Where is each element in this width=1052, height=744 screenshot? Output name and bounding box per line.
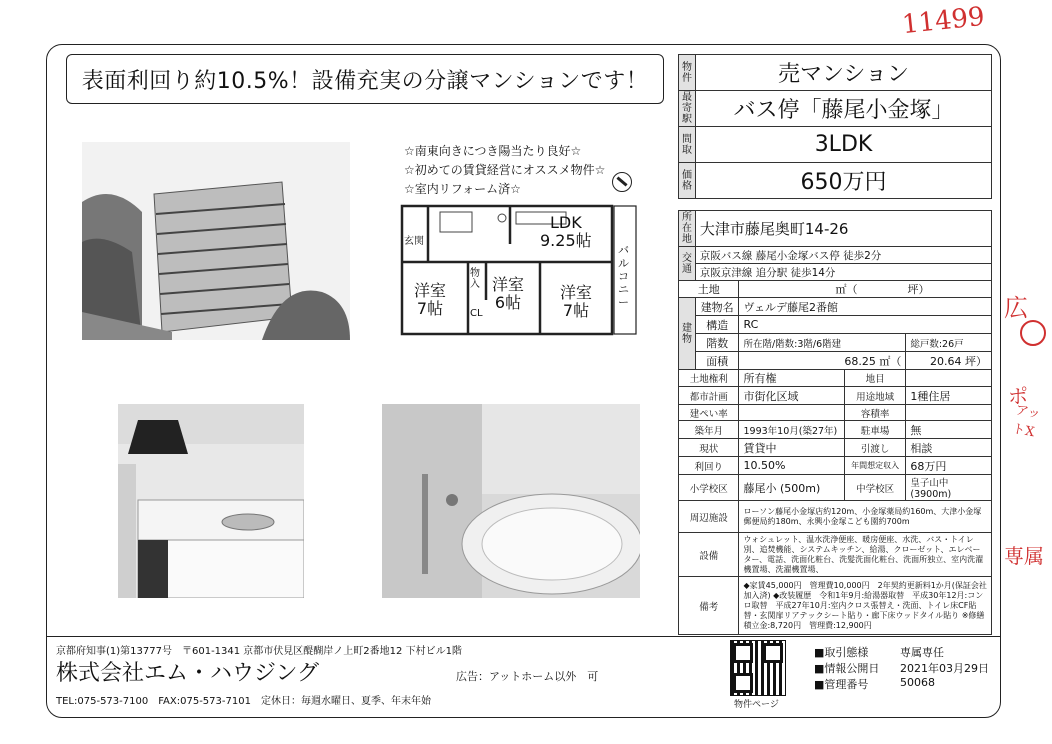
feature-item: ☆室内リフォーム済☆ xyxy=(404,182,521,196)
land-rights-value: 所有権 xyxy=(739,370,844,387)
kenpei-label: 建ぺい率 xyxy=(679,405,739,421)
handover-value: 相談 xyxy=(906,439,992,457)
handwritten-athome-mark: アットX xyxy=(1010,402,1042,441)
zoning-value: 1種住居 xyxy=(906,387,992,405)
layout-value: 3LDK xyxy=(696,127,992,163)
nearby-value: ローソン藤尾小金塚店約120m、小金塚薬局約160m、大津小金塚郵便局約180m、永興小金塚こども園約700m xyxy=(739,501,992,533)
land-rights-label: 土地権利 xyxy=(679,370,739,387)
compass-icon xyxy=(612,172,632,192)
area-label: 面積 xyxy=(695,352,739,370)
city-plan-value: 市街化区域 xyxy=(739,387,844,405)
details-table xyxy=(678,210,992,635)
ldk-label: LDK 9.25帖 xyxy=(540,213,592,250)
company-license: 京都府知事(1)第13777号 〒601-1341 京都市伏見区醍醐岸ノ上町2番地12 下村ビル1階 xyxy=(56,646,462,657)
company-name: 株式会社エム・ハウジング xyxy=(56,661,320,686)
transaction-mode-value: 専属専任 xyxy=(900,646,944,659)
floors-value: 所在階/階数:3階/6階建 xyxy=(739,334,906,352)
elementary-value: 藤尾小 (500m) xyxy=(739,475,844,501)
yield-label: 利回り xyxy=(679,457,739,475)
storage-label: 物入 xyxy=(470,268,480,290)
company-contact: TEL:075-573-7100 FAX:075-573-7101 定休日：毎週水曜日、夏季、年末年始 xyxy=(56,696,431,707)
kenpei-value xyxy=(739,405,844,421)
genkan-label: 玄関 xyxy=(404,236,424,247)
chimoku-value xyxy=(906,370,992,387)
notes-value: ◆家賃45,000円 管理費10,000円 2年契約更新料1か月(保証会社加入済) ◆改装履歴 令和1年9月:給湯器取替 平成30年12月:コンロ取替 平成27年10月:室内クロス張替え・洗面、トイレ床CF貼替・玄関扉リアテックシート貼り・廊下床ウッドタイル貼り ※修繕積立金:8,720円 管理費:12,900円 xyxy=(739,577,992,635)
junior-high-label: 中学校区 xyxy=(844,475,906,501)
qr-caption: 物件ページ xyxy=(734,700,779,710)
structure-value: RC xyxy=(739,316,992,334)
feature-list xyxy=(404,142,605,199)
building-name-label: 建物名 xyxy=(695,298,739,316)
building-photo xyxy=(82,142,350,340)
address-value: 大津市藤尾奥町14-26 xyxy=(695,211,991,247)
cl-label: CL xyxy=(470,308,483,319)
handwritten-id: 11499 xyxy=(900,1,987,41)
yield-value: 10.50% xyxy=(739,457,844,475)
status-label: 現状 xyxy=(679,439,739,457)
junior-high-value: 皇子山中 (3900m) xyxy=(906,475,992,501)
address-label: 所在地 xyxy=(679,211,696,247)
feature-item: ☆初めての賃貸経営にオススメ物件☆ xyxy=(404,163,606,177)
publish-date-value: 2021年03月29日 xyxy=(900,662,989,675)
transport-label: 交通 xyxy=(679,247,696,281)
property-type: 売マンション xyxy=(696,55,992,91)
zoning-label: 用途地域 xyxy=(844,387,906,405)
building-label: 建物 xyxy=(679,298,696,370)
management-id-label: ■管理番号 xyxy=(814,678,869,691)
income-label: 年間想定収入 xyxy=(844,457,906,475)
equipment-value: ウォシュレット、温水洗浄便座、暖房便座、水洗、バス・トイレ別、追焚機能、システムキッチン、給湯、クローゼット、エレベーター、電話、洗面化粧台、洗髪洗面化粧台、洗面所独立、室内洗濯機置場、洗濯機置場、 xyxy=(739,533,992,577)
income-value: 68万円 xyxy=(906,457,992,475)
city-plan-label: 都市計画 xyxy=(679,387,739,405)
feature-item: ☆南東向きにつき陽当たり良好☆ xyxy=(404,144,582,158)
land-label: 土地 xyxy=(679,281,739,298)
station-label: 最寄駅 xyxy=(679,91,696,127)
type-label: 物件 xyxy=(679,55,696,91)
ad-permission: 広告：アットホーム以外 可 xyxy=(456,670,599,683)
area-tsubo: 20.64 坪） xyxy=(906,352,992,370)
room3-label: 洋室 7帖 xyxy=(560,283,593,320)
parking-label: 駐車場 xyxy=(844,421,906,439)
handwritten-circle-icon xyxy=(1020,320,1046,346)
publish-date-label: ■情報公開日 xyxy=(814,662,880,675)
transport-line-1: 京阪バス線 藤尾小金塚バス停 徒歩2分 xyxy=(695,247,991,264)
room2-label: 洋室 6帖 xyxy=(492,275,525,312)
headline: 表面利回り約10.5%！設備充実の分譲マンションです！ xyxy=(66,54,664,104)
handwritten-po-mark: ポ xyxy=(1008,384,1028,408)
units-value: 総戸数:26戸 xyxy=(906,334,992,352)
equipment-label: 設備 xyxy=(679,533,739,577)
parking-value: 無 xyxy=(906,421,992,439)
land-area: ㎡（ 坪） xyxy=(739,281,992,298)
status-value: 賃貸中 xyxy=(739,439,844,457)
area-sqm: 68.25 ㎡（ xyxy=(739,352,906,370)
handover-label: 引渡し xyxy=(844,439,906,457)
nearby-label: 周辺施設 xyxy=(679,501,739,533)
balcony-label: バルコニー xyxy=(618,244,629,309)
transport-line-2: 京阪京津線 追分駅 徒歩14分 xyxy=(695,264,991,281)
kitchen-photo xyxy=(118,404,304,598)
bathroom-photo xyxy=(382,404,640,598)
elementary-label: 小学校区 xyxy=(679,475,739,501)
yoseki-value xyxy=(906,405,992,421)
yoseki-label: 容積率 xyxy=(844,405,906,421)
price-label: 価格 xyxy=(679,163,696,199)
structure-label: 構造 xyxy=(695,316,739,334)
transaction-mode-label: ■取引態様 xyxy=(814,646,869,659)
footer-divider xyxy=(46,636,1001,637)
handwritten-exclusive-mark: 専属 xyxy=(1004,544,1044,568)
built-value: 1993年10月(築27年) xyxy=(739,421,844,439)
chimoku-label: 地目 xyxy=(844,370,906,387)
handwritten-ad-mark: 広 xyxy=(1004,294,1028,322)
room1-label: 洋室 7帖 xyxy=(414,281,447,318)
notes-label: 備考 xyxy=(679,577,739,635)
floors-label: 階数 xyxy=(695,334,739,352)
built-label: 築年月 xyxy=(679,421,739,439)
qr-code-icon[interactable] xyxy=(730,640,786,696)
nearest-station: バス停「藤尾小金塚」 xyxy=(696,91,992,127)
price-value: 650万円 xyxy=(696,163,992,199)
floor-plan xyxy=(400,204,640,340)
summary-table xyxy=(678,54,992,199)
building-name: ヴェルデ藤尾2番館 xyxy=(739,298,992,316)
layout-label: 間取 xyxy=(679,127,696,163)
management-id-value: 50068 xyxy=(900,676,935,689)
